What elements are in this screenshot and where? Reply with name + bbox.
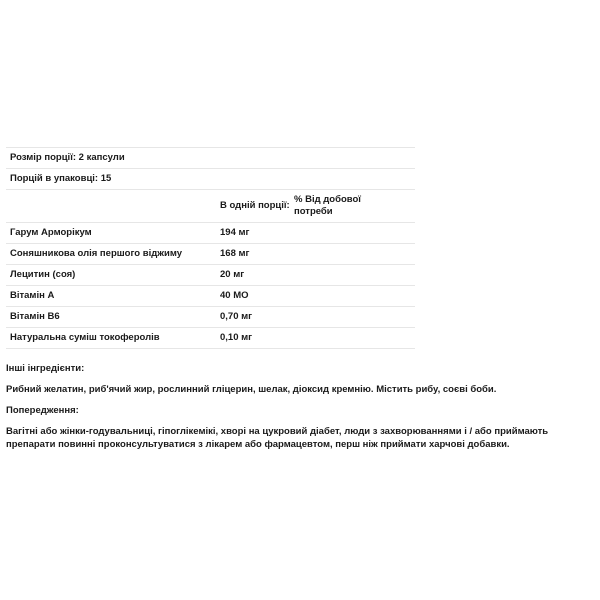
ingredient-name: Натуральна суміш токоферолів xyxy=(6,328,216,349)
ingredient-amount: 194 мг xyxy=(216,223,290,244)
servings-per-container: Порцій в упаковці: 15 xyxy=(6,169,415,190)
ingredient-daily-value xyxy=(290,286,415,307)
supplement-facts-table xyxy=(6,147,415,349)
ingredient-name: Гарум Арморікум xyxy=(6,223,216,244)
header-daily-value-line2: потреби xyxy=(294,206,333,217)
ingredient-daily-value xyxy=(290,307,415,328)
ingredient-amount: 40 МО xyxy=(216,286,290,307)
table-row xyxy=(6,307,415,328)
table-header-row xyxy=(6,190,415,223)
ingredient-amount: 168 мг xyxy=(216,244,290,265)
ingredient-daily-value xyxy=(290,328,415,349)
table-row xyxy=(6,244,415,265)
ingredient-name: Лецитин (соя) xyxy=(6,265,216,286)
header-name xyxy=(6,190,216,223)
ingredient-amount: 0,10 мг xyxy=(216,328,290,349)
serving-size-row xyxy=(6,148,415,169)
ingredient-daily-value xyxy=(290,223,415,244)
header-amount: В одній порції: xyxy=(216,190,290,223)
table-row xyxy=(6,286,415,307)
header-daily-value-line1: % Від добової xyxy=(294,194,361,205)
servings-per-container-row xyxy=(6,169,415,190)
table-row xyxy=(6,223,415,244)
table-row xyxy=(6,328,415,349)
table-row xyxy=(6,265,415,286)
header-daily-value xyxy=(290,190,415,223)
ingredient-name: Вітамін А xyxy=(6,286,216,307)
ingredient-daily-value xyxy=(290,244,415,265)
ingredient-daily-value xyxy=(290,265,415,286)
ingredient-name: Вітамін В6 xyxy=(6,307,216,328)
serving-size: Розмір порції: 2 капсули xyxy=(6,148,415,169)
other-ingredients-label: Інші інгредієнти: xyxy=(6,363,85,374)
ingredient-amount: 0,70 мг xyxy=(216,307,290,328)
other-ingredients-text: Рибний желатин, риб'ячий жир, рослинний гліцерин, шелак, діоксид кремнію. Містить рибу, соєві боби. xyxy=(6,384,497,395)
warning-text: Вагітні або жінки-годувальниці, гіпоглікемікі, хворі на цукровий діабет, люди з захворюваннями і / або приймають препарати повинні проконсультуватися з лікарем або фармацевтом, перш ніж приймати харчові добавки. xyxy=(6,426,549,450)
ingredient-name: Соняшникова олія першого віджиму xyxy=(6,244,216,265)
warning-label: Попередження: xyxy=(6,405,79,416)
ingredient-amount: 20 мг xyxy=(216,265,290,286)
